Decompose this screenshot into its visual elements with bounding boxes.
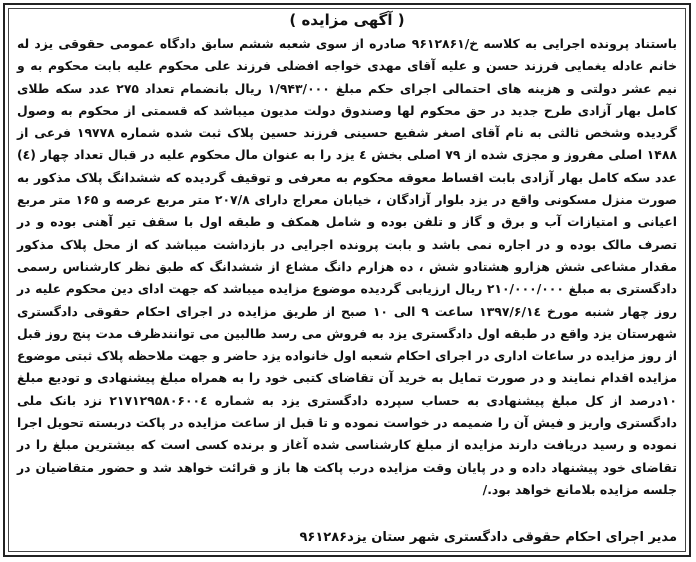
notice-signature: مدیر اجرای احکام حقوقی دادگستری شهر ستان یزد۹۶۱۲۸۶ [299, 530, 677, 545]
notice-body: باستناد پرونده اجرایی به کلاسه خ/۹۶۱۲۸۶۱ صادره از سوی شعبه ششم سابق دادگاه عمومی حقوقی یزد له خانم عادله یغمایی فرزند حسن و علیه آقای مهدی خواجه افضلی فرزند علی محکوم علیه بابت محکوم به و نیم عشر دولتی و هزینه های احتمالی اجرای حکم مبلغ ۱/۹۴۳/۰۰۰ ریال بانضمام تعداد ۲۷۵ عدد سکه طلای کامل بهار آزادی طرح جدید در حق محکوم لها وصندوق دولت مدیون میباشد که قسمتی از محکوم به وصول گردیده وشخص ثالثی به نام آقای اصغر شفیع حسینی فرزند حسین پلاک ثبت شده شماره ۱۹۷۷۸ فرعی از ۱۴۸۸ اصلی مفروز و مجزی شده از ۷۹ اصلی بخش ٤ یزد را به عنوان مال محکوم علیه در قبال تعداد چهار (٤) عدد سکه کامل بهار آزادی بابت اقساط معوقه محکوم به معرفی و توقیف گردیده که ششدانگ پلاک مذکور به صورت منزل مسکونی واقع در یزد بلوار آزادگان ، خیابان معراج دارای ۲۰۷/۸ متر مربع عرصه و ۱۶۵ متر مربع اعیانی و امتیازات آب و برق و گاز و تلفن بوده و شامل همکف و طبقه اول با سقف تیر آهنی بوده و در تصرف مالک بوده و در اجاره نمی باشد و بابت پرونده اجرایی در بازداشت میباشد که از محل پلاک مذکور مقدار مشاعی شش هزارو هشتادو شش ، ده هزارم دانگ مشاع از ششدانگ که طبق نظر کارشناس رسمی دادگستری به مبلغ ۲۱۰/۰۰۰/۰۰۰ ریال ارزیابی گردیده موضوع مزایده میباشد که جهت ادای دین محکوم علیه در روز چهار شنبه مورخ ۱۳۹۷/۶/۱٤ ساعت ۹ الی ۱۰ صبح از طریق مزایده در اجرای احکام حقوقی دادگستری شهرستان یزد واقع در طبقه اول دادگستری یزد به فروش می رسد طالبین می توانندظرف مدت پنج روز قبل از روز مزایده در ساعات اداری در اجرای احکام شعبه اول خانواده یزد حاضر و جهت ملاحظه پلاک ثبتی موضوع مزایده اقدام نمایند و در صورت تمایل به خرید آن تقاضای کتبی خود را به همراه مبلغ پیشنهادی و تودیع مبلغ ۱۰درصد از کل مبلغ پیشنهادی به حساب سپرده دادگستری یزد به شماره ۲۱۷۱۲۹۵۸۰۶۰۰٤ نزد بانک ملی دادگستری واریز و فیش آن را ضمیمه در خواست نموده و تا قبل از ساعت مزایده در پاکت دربسته تحویل اجرا نموده و رسید دریافت دارند مزایده از مبلغ کارشناسی شده آغاز و برنده کسی است که بیشترین مبلغ را در تقاضای خود پیشنهاد داده و در پایان وقت مزایده درب پاکت ها باز و قرائت خواهد شد و حضور متقاضیان در جلسه مزایده بلامانع خواهد بود./ [17, 36, 678, 497]
notice-title: ( آگهی مزایده ) [289, 11, 405, 29]
auction-notice [3, 3, 691, 557]
